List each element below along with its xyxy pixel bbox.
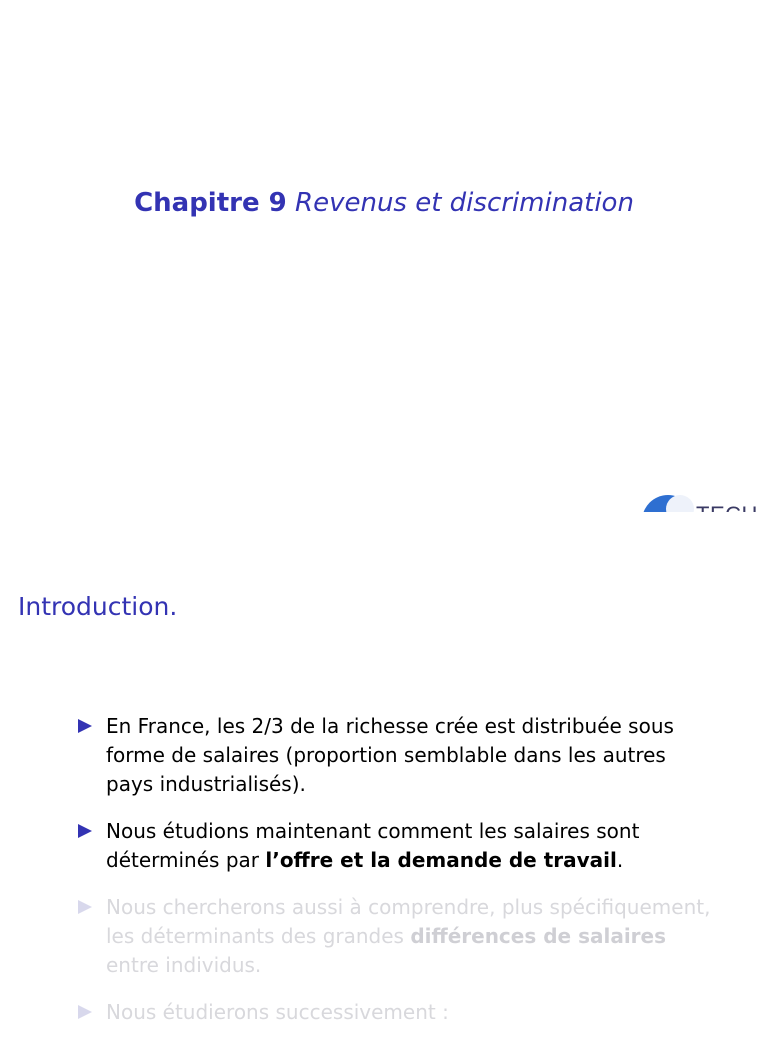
frame-title: Introduction. bbox=[18, 592, 178, 621]
bullet-text: Nous chercherons aussi à comprendre, plus spécifiquement, les déterminants des grandes bbox=[106, 895, 711, 948]
bullet-item bbox=[78, 817, 718, 875]
bullet-item bbox=[78, 998, 718, 1027]
introduction-slide bbox=[0, 512, 768, 1024]
bullet-text-end: entre individus. bbox=[106, 953, 262, 977]
bullet-text: Nous étudierons successivement : bbox=[106, 1000, 449, 1024]
slide-title bbox=[0, 188, 768, 218]
bullet-item bbox=[78, 893, 718, 980]
bullet-list bbox=[78, 712, 718, 1045]
bullet-triangle-icon bbox=[78, 1005, 92, 1019]
bullet-text-end: . bbox=[616, 848, 624, 872]
bullet-triangle-icon bbox=[78, 719, 92, 733]
bullet-item bbox=[78, 712, 718, 799]
title-slide bbox=[0, 0, 768, 512]
bullet-emphasis: différences de salaires bbox=[410, 924, 667, 948]
chapter-number: Chapitre 9 bbox=[134, 188, 287, 218]
bullet-text: Nous étudions maintenant comment les salaires sont déterminés par bbox=[106, 819, 640, 872]
chapter-subtitle: Revenus et discrimination bbox=[295, 188, 634, 218]
bullet-emphasis: l’offre et la demande de travail bbox=[265, 848, 617, 872]
bullet-triangle-icon bbox=[78, 900, 92, 914]
bullet-triangle-icon bbox=[78, 824, 92, 838]
bullet-text: En France, les 2/3 de la richesse crée est distribuée sous forme de salaires (proportion semblable dans les autres pays industrialisés). bbox=[106, 714, 674, 796]
